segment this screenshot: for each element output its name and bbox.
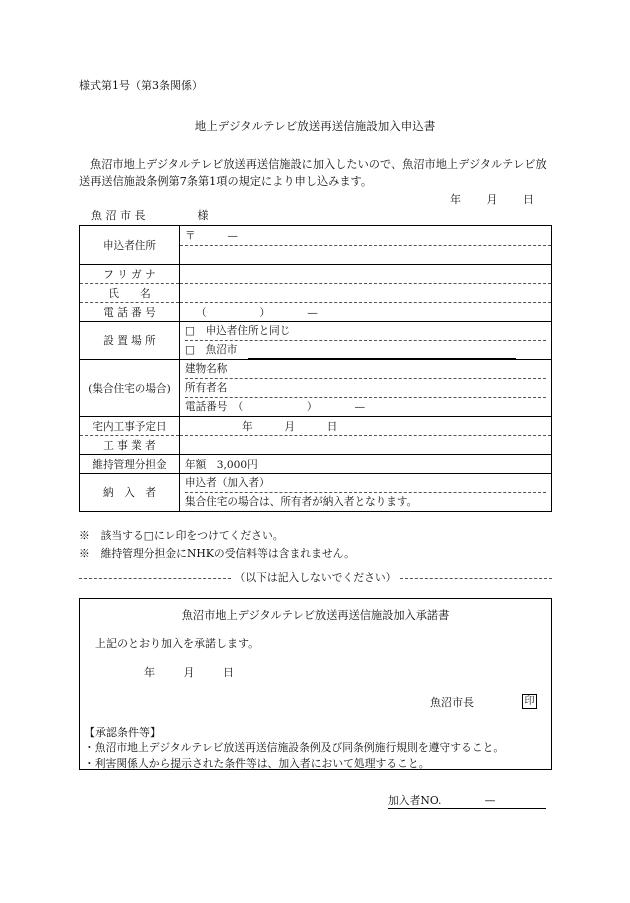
contractor-label: 工 事 業 者 [80, 436, 180, 455]
furigana-label: フ リ ガ ナ [80, 265, 180, 284]
date-line: 年 月 日 [450, 193, 534, 206]
addressee-name: 魚 沼 市 長 [91, 209, 146, 222]
addressee [91, 210, 209, 221]
payer-label: 納 入 者 [80, 474, 180, 512]
location-option-city[interactable] [185, 341, 546, 359]
name-label: 氏 名 [80, 284, 180, 303]
separator-line-left [79, 578, 231, 579]
application-table [79, 225, 552, 512]
fee-value: 年額 3,000円 [180, 455, 552, 474]
approval-box [79, 598, 552, 770]
location-city-label: □ 魚沼市 [185, 344, 238, 356]
addressee-suffix: 様 [197, 209, 209, 222]
location-option-same[interactable]: □ 申込者住所と同じ [185, 322, 546, 341]
approval-title: 魚沼市地上デジタルテレビ放送再送信施設加入承諾書 [181, 609, 450, 622]
phone-label: 電 話 番 号 [80, 303, 180, 322]
collective-label: (集合住宅の場合) [80, 360, 180, 417]
collective-row [80, 360, 552, 417]
document-title: 地上デジタルテレビ放送再送信施設加入申込書 [194, 119, 436, 133]
work-date-label: 宅内工事予定日 [80, 417, 180, 436]
contractor-field[interactable] [180, 436, 552, 455]
address-field[interactable] [180, 245, 552, 265]
work-date-row [80, 417, 552, 436]
name-row [80, 284, 552, 303]
separator-text: （以下は記入しないでください） [234, 571, 397, 584]
form-number: 様式第1号（第3条関係） [79, 79, 203, 92]
furigana-field[interactable] [180, 265, 552, 284]
payer-row [80, 474, 552, 512]
location-row [80, 322, 552, 360]
name-field[interactable] [180, 284, 552, 303]
work-date-field[interactable]: 年 月 日 [180, 417, 552, 436]
contractor-row [80, 436, 552, 455]
condition-item: ・魚沼市地上デジタルテレビ放送再送信施設条例及び同条例施行規則を遵守すること。 [84, 741, 505, 754]
phone-row [80, 303, 552, 322]
address-label: 申込者住所 [80, 226, 180, 265]
note-checkbox: ※ 該当する□にレ印をつけてください。 [79, 529, 284, 542]
approval-mayor: 魚沼市長 [430, 696, 474, 709]
location-underline [248, 346, 516, 359]
phone-field[interactable]: （ ） — [180, 303, 552, 322]
separator-line-right [400, 578, 552, 579]
seal-mark: 印 [522, 694, 537, 709]
postal-field[interactable]: 〒 — [180, 226, 552, 246]
approval-text: 上記のとおり加入を承諾します。 [95, 637, 260, 650]
owner-name-field[interactable]: 所有者名 [185, 379, 546, 398]
separator [79, 573, 552, 584]
intro-paragraph: 魚沼市地上デジタルテレビ放送再送信施設に加入したいので、魚沼市地上デジタルテレビ放送再送信施設条例第7条第1項の規定により申し込みます。 [79, 158, 547, 188]
building-name-field[interactable]: 建物名称 [185, 360, 546, 379]
condition-item: ・利害関係人から提示された条件等は、加入者において処理すること。 [84, 757, 430, 770]
member-number: 加入者NO. — [388, 796, 546, 809]
fee-row [80, 455, 552, 474]
conditions-heading: 【承認条件等】 [84, 726, 161, 739]
payer-option-owner[interactable]: 集合住宅の場合は、所有者が納入者となります。 [185, 496, 418, 508]
collective-phone-field[interactable]: 電話番号 （ ） — [185, 401, 366, 413]
fee-label: 維持管理分担金 [80, 455, 180, 474]
note-nhk: ※ 維持管理分担金にNHKの受信料等は含まれません。 [79, 547, 355, 560]
address-row [80, 226, 552, 246]
furigana-row [80, 265, 552, 284]
location-label: 設 置 場 所 [80, 322, 180, 360]
approval-date: 年 月 日 [144, 666, 234, 679]
payer-option-applicant[interactable]: 申込者（加入者） [185, 474, 546, 493]
